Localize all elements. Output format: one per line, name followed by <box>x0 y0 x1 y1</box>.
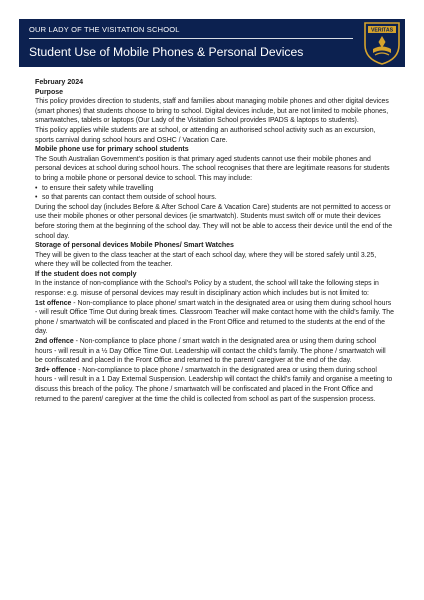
page-title: Student Use of Mobile Phones & Personal Devices <box>29 45 304 59</box>
offence-text: - Non-compliance to place phone / smartwatch in the designated area or using them during school hours - will result in a 1 Day External Suspension. Leadership will contact the child’s family and organise a meeting to discuss this breach of the policy. The phone / smartwatch will be confiscated and placed in the Front Office and returned to the parent/ caregiver at the time the child is collected from school as part of the suspension process. <box>35 366 393 403</box>
offence-label: 2nd offence <box>35 338 74 346</box>
offence-paragraph <box>35 299 395 337</box>
primary-use-paragraph: The South Australian Government’s position is that primary aged students cannot use their mobile phones and personal devices at school during school hours. The school recognises that there are legitimate reasons for students to bring a mobile phone or personal device to school. This may include: <box>35 155 390 182</box>
offence-paragraph <box>35 366 395 404</box>
svg-text:VERITAS: VERITAS <box>370 27 394 34</box>
purpose-paragraph: This policy provides direction to students, staff and families about managing mobile phones and other digital devices (smart phones) that students choose to bring to school. Digital devices include, but are not limited to mobile phones, smartwatches, tablets or laptops (Our Lady of the Visitation School provides IPADS & laptops to students). <box>35 98 389 125</box>
school-crest-logo <box>363 21 401 65</box>
non-compliance-heading: If the student does not comply <box>35 270 137 278</box>
reason-bullet: • so that parents can contact them outside of school hours. <box>35 193 395 203</box>
purpose-heading: Purpose <box>35 88 64 96</box>
header-banner <box>19 19 405 67</box>
primary-use-heading: Mobile phone use for primary school students <box>35 146 189 154</box>
header-divider <box>29 38 353 39</box>
document-body <box>35 78 395 404</box>
offence-text: - Non-compliance to place phone/ smart watch in the designated area or using them during school hours - will result Office Time Out during break times. Classroom Teacher will make contact home with the child’s family. The phone / smartwatch will be confiscated and placed in the Front Office and returned to the students at the end of the day. <box>35 299 394 336</box>
school-day-paragraph: During the school day (includes Before & After School Care & Vacation Care) students are not permitted to access or use their mobile phones or other personal devices (ie smartwatch). Students must switch off or mute their devices before storing them at the beginning of the school day. They will not be able to access their device until the end of the school day. <box>35 203 393 240</box>
offence-label: 3rd+ offence <box>35 366 77 374</box>
school-name: OUR LADY OF THE VISITATION SCHOOL <box>29 25 180 34</box>
offence-paragraph <box>35 337 395 366</box>
offence-label: 1st offence <box>35 299 72 307</box>
storage-paragraph: They will be given to the class teacher at the start of each school day, where they will be stored safely until 3.25, where they will be collected from the teacher. <box>35 251 377 269</box>
document-date: February 2024 <box>35 78 84 86</box>
scope-paragraph: This policy applies while students are at school, or attending an authorised school activity such as an excursion, sports carnival during school hours and OSHC / Vacation Care. <box>35 126 376 144</box>
storage-heading: Storage of personal devices Mobile Phones/ Smart Watches <box>35 242 234 250</box>
offence-text: - Non-compliance to place phone / smart watch in the designated area or using them during school hours - will result in a ½ Day Office Time Out. Leadership will contact the child’s family. The phone / smartwatch will be confiscated and placed in the Front Office and returned to the parent/ caregiver at the end of the day. <box>35 338 386 365</box>
reason-bullet: • to ensure their safety while travelling <box>35 184 395 194</box>
non-compliance-paragraph: In the instance of non-compliance with the School’s Policy by a student, the school will take the following steps in response: e.g. misuse of personal devices may result in disciplinary action which includes but is not limited to: <box>35 280 379 298</box>
